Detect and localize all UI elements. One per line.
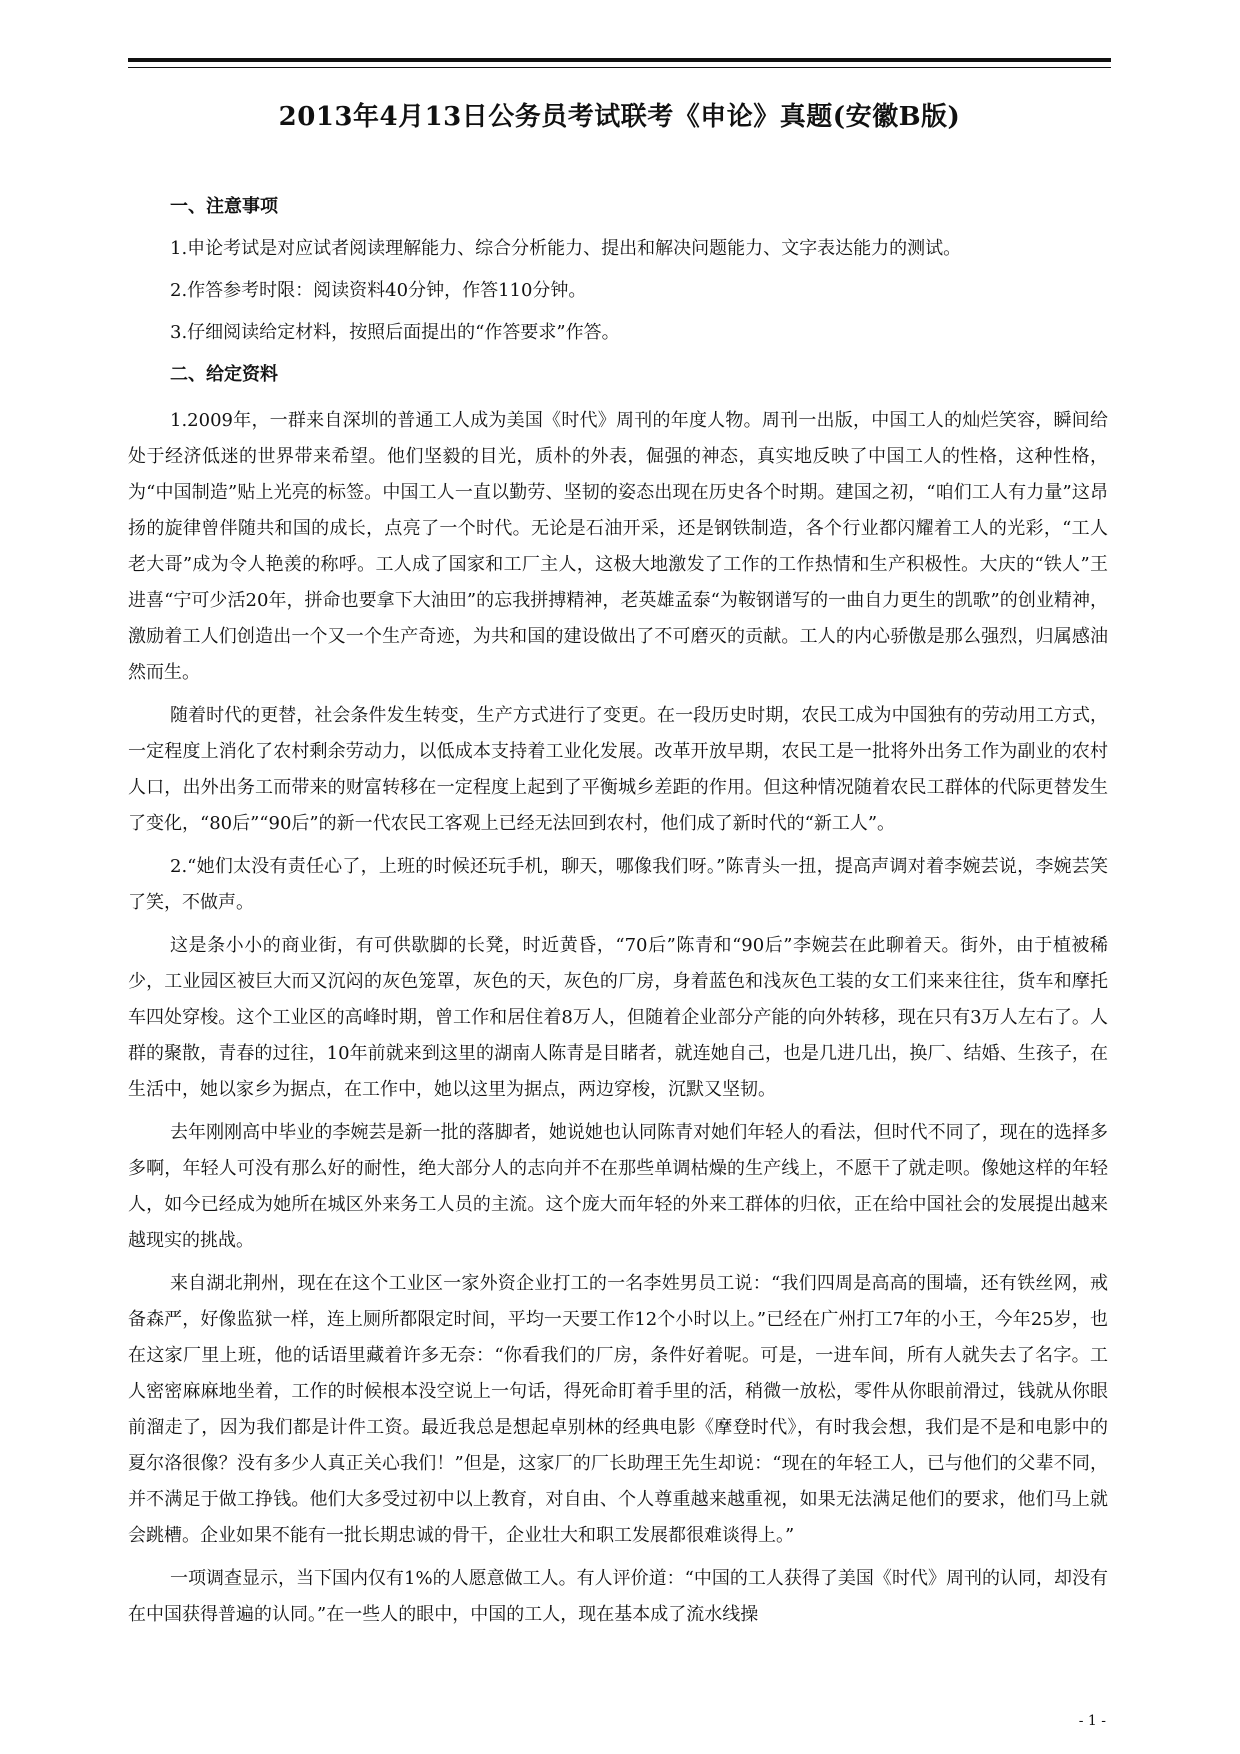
note-item: 2.作答参考时限：阅读资料40分钟，作答110分钟。 [170, 280, 587, 301]
material-paragraph: 一项调查显示，当下国内仅有1%的人愿意做工人。有人评价道：“中国的工人获得了美国《时代》周刊的认同，却没有在中国获得普遍的认同。”在一些人的眼中，中国的工人，现在基本成了流水线操 [128, 1568, 1108, 1625]
material-paragraph: 这是条小小的商业街，有可供歇脚的长凳，时近黄昏，“70后”陈青和“90后”李婉芸在此聊着天。街外，由于植被稀少，工业园区被巨大而又沉闷的灰色笼罩，灰色的天，灰色的厂房，身着蓝色和浅灰色工装的女工们来来往往，货车和摩托车四处穿梭。这个工业区的高峰时期，曾工作和居住着8万人，但随着企业部分产能的向外转移，现在只有3万人左右了。人群的聚散，青春的过往，10年前就来到这里的湖南人陈青是目睹者，就连她自己，也是几进几出，换厂、结婚、生孩子，在生活中，她以家乡为据点，在工作中，她以这里为据点，两边穿梭，沉默又坚韧。 [128, 935, 1108, 1100]
material-paragraph: 去年刚刚高中毕业的李婉芸是新一批的落脚者，她说她也认同陈青对她们年轻人的看法，但时代不同了，现在的选择多多啊，年轻人可没有那么好的耐性，绝大部分人的志向并不在那些单调枯燥的生产线上，不愿干了就走呗。像她这样的年轻人，如今已经成为她所在城区外来务工人员的主流。这个庞大而年轻的外来工群体的归依，正在给中国社会的发展提出越来越现实的挑战。 [128, 1122, 1108, 1251]
material-paragraph: 1.2009年，一群来自深圳的普通工人成为美国《时代》周刊的年度人物。周刊一出版，中国工人的灿烂笑容，瞬间给处于经济低迷的世界带来希望。他们坚毅的目光，质朴的外表，倔强的神态，真实地反映了中国工人的性格，这种性格，为“中国制造”贴上光亮的标签。中国工人一直以勤劳、坚韧的姿态出现在历史各个时期。建国之初，“咱们工人有力量”这昂扬的旋律曾伴随共和国的成长，点亮了一个时代。无论是石油开采，还是钢铁制造，各个行业都闪耀着工人的光彩，“工人老大哥”成为令人艳羡的称呼。工人成了国家和工厂主人，这极大地激发了工作的工作热情和生产积极性。大庆的“铁人”王进喜“宁可少活20年，拼命也要拿下大油田”的忘我拼搏精神，老英雄孟泰“为鞍钢谱写的一曲自力更生的凯歌”的创业精神，激励着工人们创造出一个又一个生产奇迹，为共和国的建设做出了不可磨灭的贡献。工人的内心骄傲是那么强烈，归属感油然而生。 [128, 410, 1108, 683]
material-paragraph: 随着时代的更替，社会条件发生转变，生产方式进行了变更。在一段历史时期，农民工成为中国独有的劳动用工方式，一定程度上消化了农村剩余劳动力，以低成本支持着工业化发展。改革开放早期，农民工是一批将外出务工作为副业的农村人口，出外出务工而带来的财富转移在一定程度上起到了平衡城乡差距的作用。但这种情况随着农民工群体的代际更替发生了变化，“80后”“90后”的新一代农民工客观上已经无法回到农村，他们成了新时代的“新工人”。 [128, 705, 1108, 834]
document-title: 2013年4月13日公务员考试联考《申论》真题(安徽B版) [278, 102, 961, 132]
page-number: - 1 - [1078, 1713, 1106, 1729]
header-rule-thick [128, 58, 1111, 62]
section-heading-notes: 一、注意事项 [170, 196, 278, 217]
header-rule-thin [128, 67, 1111, 68]
material-paragraph: 来自湖北荆州，现在在这个工业区一家外资企业打工的一名李姓男员工说：“我们四周是高高的围墙，还有铁丝网，戒备森严，好像监狱一样，连上厕所都限定时间，平均一天要工作12个小时以上。”已经在广州打工7年的小王，今年25岁，也在这家厂里上班，他的话语里藏着许多无奈：“你看我们的厂房，条件好着呢。可是，一进车间，所有人就失去了名字。工人密密麻麻地坐着，工作的时候根本没空说上一句话，得死命盯着手里的活，稍微一放松，零件从你眼前滑过，钱就从你眼前溜走了，因为我们都是计件工资。最近我总是想起卓别林的经典电影《摩登时代》，有时我会想，我们是不是和电影中的夏尔洛很像？没有多少人真正关心我们！”但是，这家厂的厂长助理王先生却说：“现在的年轻工人，已与他们的父辈不同，并不满足于做工挣钱。他们大多受过初中以上教育，对自由、个人尊重越来越重视，如果无法满足他们的要求，他们马上就会跳槽。企业如果不能有一批长期忠诚的骨干，企业壮大和职工发展都很难谈得上。” [128, 1273, 1108, 1546]
note-item: 1.申论考试是对应试者阅读理解能力、综合分析能力、提出和解决问题能力、文字表达能力的测试。 [170, 238, 962, 259]
note-item: 3.仔细阅读给定材料，按照后面提出的“作答要求”作答。 [170, 322, 620, 343]
material-paragraph: 2.“她们太没有责任心了，上班的时候还玩手机，聊天，哪像我们呀。”陈青头一扭，提高声调对着李婉芸说，李婉芸笑了笑，不做声。 [128, 856, 1108, 913]
document-body [128, 193, 1108, 1640]
section-heading-materials: 二、给定资料 [170, 364, 278, 385]
